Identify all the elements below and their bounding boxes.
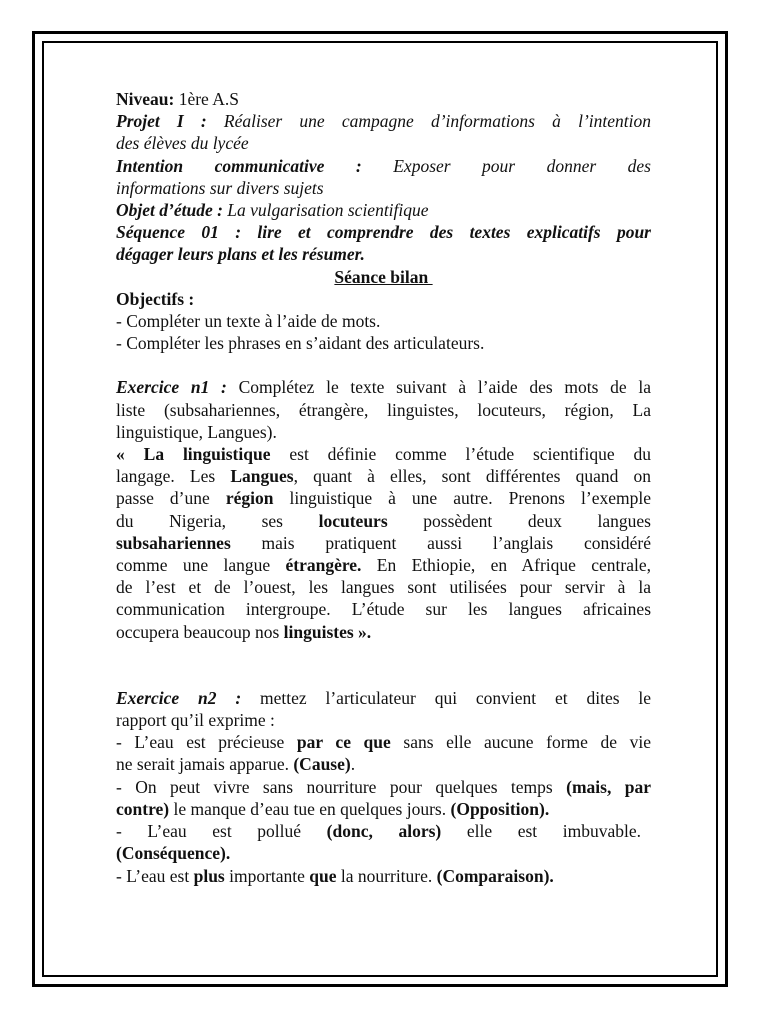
ex2-line-2: rapport qu’il exprime : <box>116 710 275 731</box>
objectif-item-1: - Compléter un texte à l’aide de mots. <box>116 311 381 332</box>
ex1-text-line-1 <box>116 443 651 465</box>
objet-value: La vulgarisation scientifique <box>222 200 429 221</box>
text-segment: importante <box>224 865 310 886</box>
niveau-value: 1ère A.S <box>174 89 239 109</box>
text-segment: la nourriture. <box>336 865 437 886</box>
text-segment: comme une langue <box>116 555 286 576</box>
answer-langues: Langues <box>230 466 294 487</box>
niveau-line <box>116 88 651 110</box>
ex2-instruction-1: mettez l’articulateur qui convient et dites le <box>241 687 651 708</box>
worksheet <box>116 88 651 887</box>
ex1-line-2: liste (subsahariennes, étrangère, linguistes, locuteurs, région, La <box>116 399 651 420</box>
rapport-consequence: (Conséquence). <box>116 843 231 864</box>
ex1-line-3: linguistique, Langues). <box>116 421 277 442</box>
ex2-sentence-3-line-1 <box>116 820 641 842</box>
ex2-label: Exercice n2 : <box>116 687 242 708</box>
text-segment: - On peut vivre sans nourriture pour quelques temps <box>116 776 567 797</box>
text-segment: , quant à elles, sont différentes quand on <box>293 466 651 487</box>
ex1-text-line-4 <box>116 510 651 532</box>
text-segment: sans elle aucune forme de vie <box>390 732 651 753</box>
text-segment: possèdent deux langues <box>387 510 651 531</box>
rapport-opposition: (Opposition). <box>450 798 550 819</box>
objectifs-title: Objectifs : <box>116 288 195 309</box>
projet-line-2: des élèves du lycée <box>116 133 249 154</box>
answer-etrangere: étrangère. <box>285 555 362 576</box>
seance-title: Séance bilan <box>334 266 433 287</box>
text-segment: elle est imbuvable. <box>441 821 641 842</box>
articulateur-plus: plus <box>193 865 225 886</box>
text-segment: passe d’une <box>116 488 226 509</box>
articulateur-mais-par: (mais, par <box>566 776 651 797</box>
answer-linguistes: linguistes ». <box>283 621 372 642</box>
ex2-line-1 <box>116 687 651 709</box>
seance-title-row <box>116 266 651 288</box>
answer-locuteurs: locuteurs <box>318 510 388 531</box>
articulateur-que: que <box>309 865 337 886</box>
projet-line-1 <box>116 110 651 132</box>
text-segment: - L’eau est précieuse <box>116 732 297 753</box>
text-segment: le manque d’eau tue en quelques jours. <box>169 798 451 819</box>
answer-region: région <box>225 488 274 509</box>
ex1-instruction-1: Complétez le texte suivant à l’aide des mots de la <box>226 377 651 398</box>
ex1-text-line-5 <box>116 532 651 554</box>
sequence-line-1: Séquence 01 : lire et comprendre des textes explicatifs pour <box>116 222 651 243</box>
rapport-comparaison: (Comparaison). <box>436 865 554 886</box>
objet-line <box>116 199 651 221</box>
text-segment: est définie comme l’étude scientifique du <box>270 444 652 465</box>
text-segment: ne serait jamais apparue. <box>116 754 294 775</box>
ex1-text-line-7: de l’est et de l’ouest, les langues sont utilisées pour servir à la <box>116 577 651 598</box>
ex1-line-1 <box>116 376 651 398</box>
ex2-sentence-4 <box>116 865 651 887</box>
articulateur-contre: contre) <box>116 798 170 819</box>
text-segment: occupera beaucoup nos <box>116 621 284 642</box>
ex2-sentence-2-line-2 <box>116 798 651 820</box>
text-segment: En Ethiopie, en Afrique centrale, <box>361 555 651 576</box>
answer-subsahariennes: subsahariennes <box>116 532 231 553</box>
ex1-label: Exercice n1 : <box>116 377 227 398</box>
intention-text-1: Exposer pour donner des <box>361 155 651 176</box>
projet-text-1: Réaliser une campagne d’informations à l’intention <box>206 111 651 132</box>
intention-label: Intention communicative : <box>116 155 362 176</box>
ex1-text-line-9 <box>116 621 651 643</box>
ex1-text-line-2 <box>116 465 651 487</box>
ex2-sentence-1-line-2 <box>116 753 651 775</box>
text-segment: - L’eau est <box>116 865 194 886</box>
text-segment: du Nigeria, ses <box>116 510 319 531</box>
text-segment: - L’eau est pollué <box>116 821 327 842</box>
ex1-text-line-6 <box>116 554 651 576</box>
objet-label: Objet d’étude : <box>116 200 223 221</box>
projet-label: Projet I : <box>116 111 207 132</box>
quote-open: « <box>116 444 144 465</box>
articulateur-parce-que: par ce que <box>296 732 391 753</box>
rapport-cause: (Cause) <box>293 754 351 775</box>
intention-line-2: informations sur divers sujets <box>116 177 324 198</box>
text-segment: mais pratiquent aussi l’anglais considéré <box>230 532 651 553</box>
intention-line-1 <box>116 155 651 177</box>
ex2-sentence-2-line-1 <box>116 776 651 798</box>
text-segment: . <box>350 754 356 775</box>
ex2-sentence-1-line-1 <box>116 731 651 753</box>
answer-la-linguistique: La linguistique <box>143 444 271 465</box>
sequence-line-2: dégager leurs plans et les résumer. <box>116 244 365 265</box>
niveau-label: Niveau: <box>116 89 175 109</box>
text-segment: linguistique à une autre. Prenons l’exemple <box>273 488 651 509</box>
ex1-text-line-8: communication intergroupe. L’étude sur les langues africaines <box>116 599 651 620</box>
text-segment: langage. Les <box>116 466 231 487</box>
objectif-item-2: - Compléter les phrases en s’aidant des articulateurs. <box>116 333 485 354</box>
ex1-text-line-3 <box>116 487 651 509</box>
articulateur-donc-alors: (donc, alors) <box>326 821 442 842</box>
